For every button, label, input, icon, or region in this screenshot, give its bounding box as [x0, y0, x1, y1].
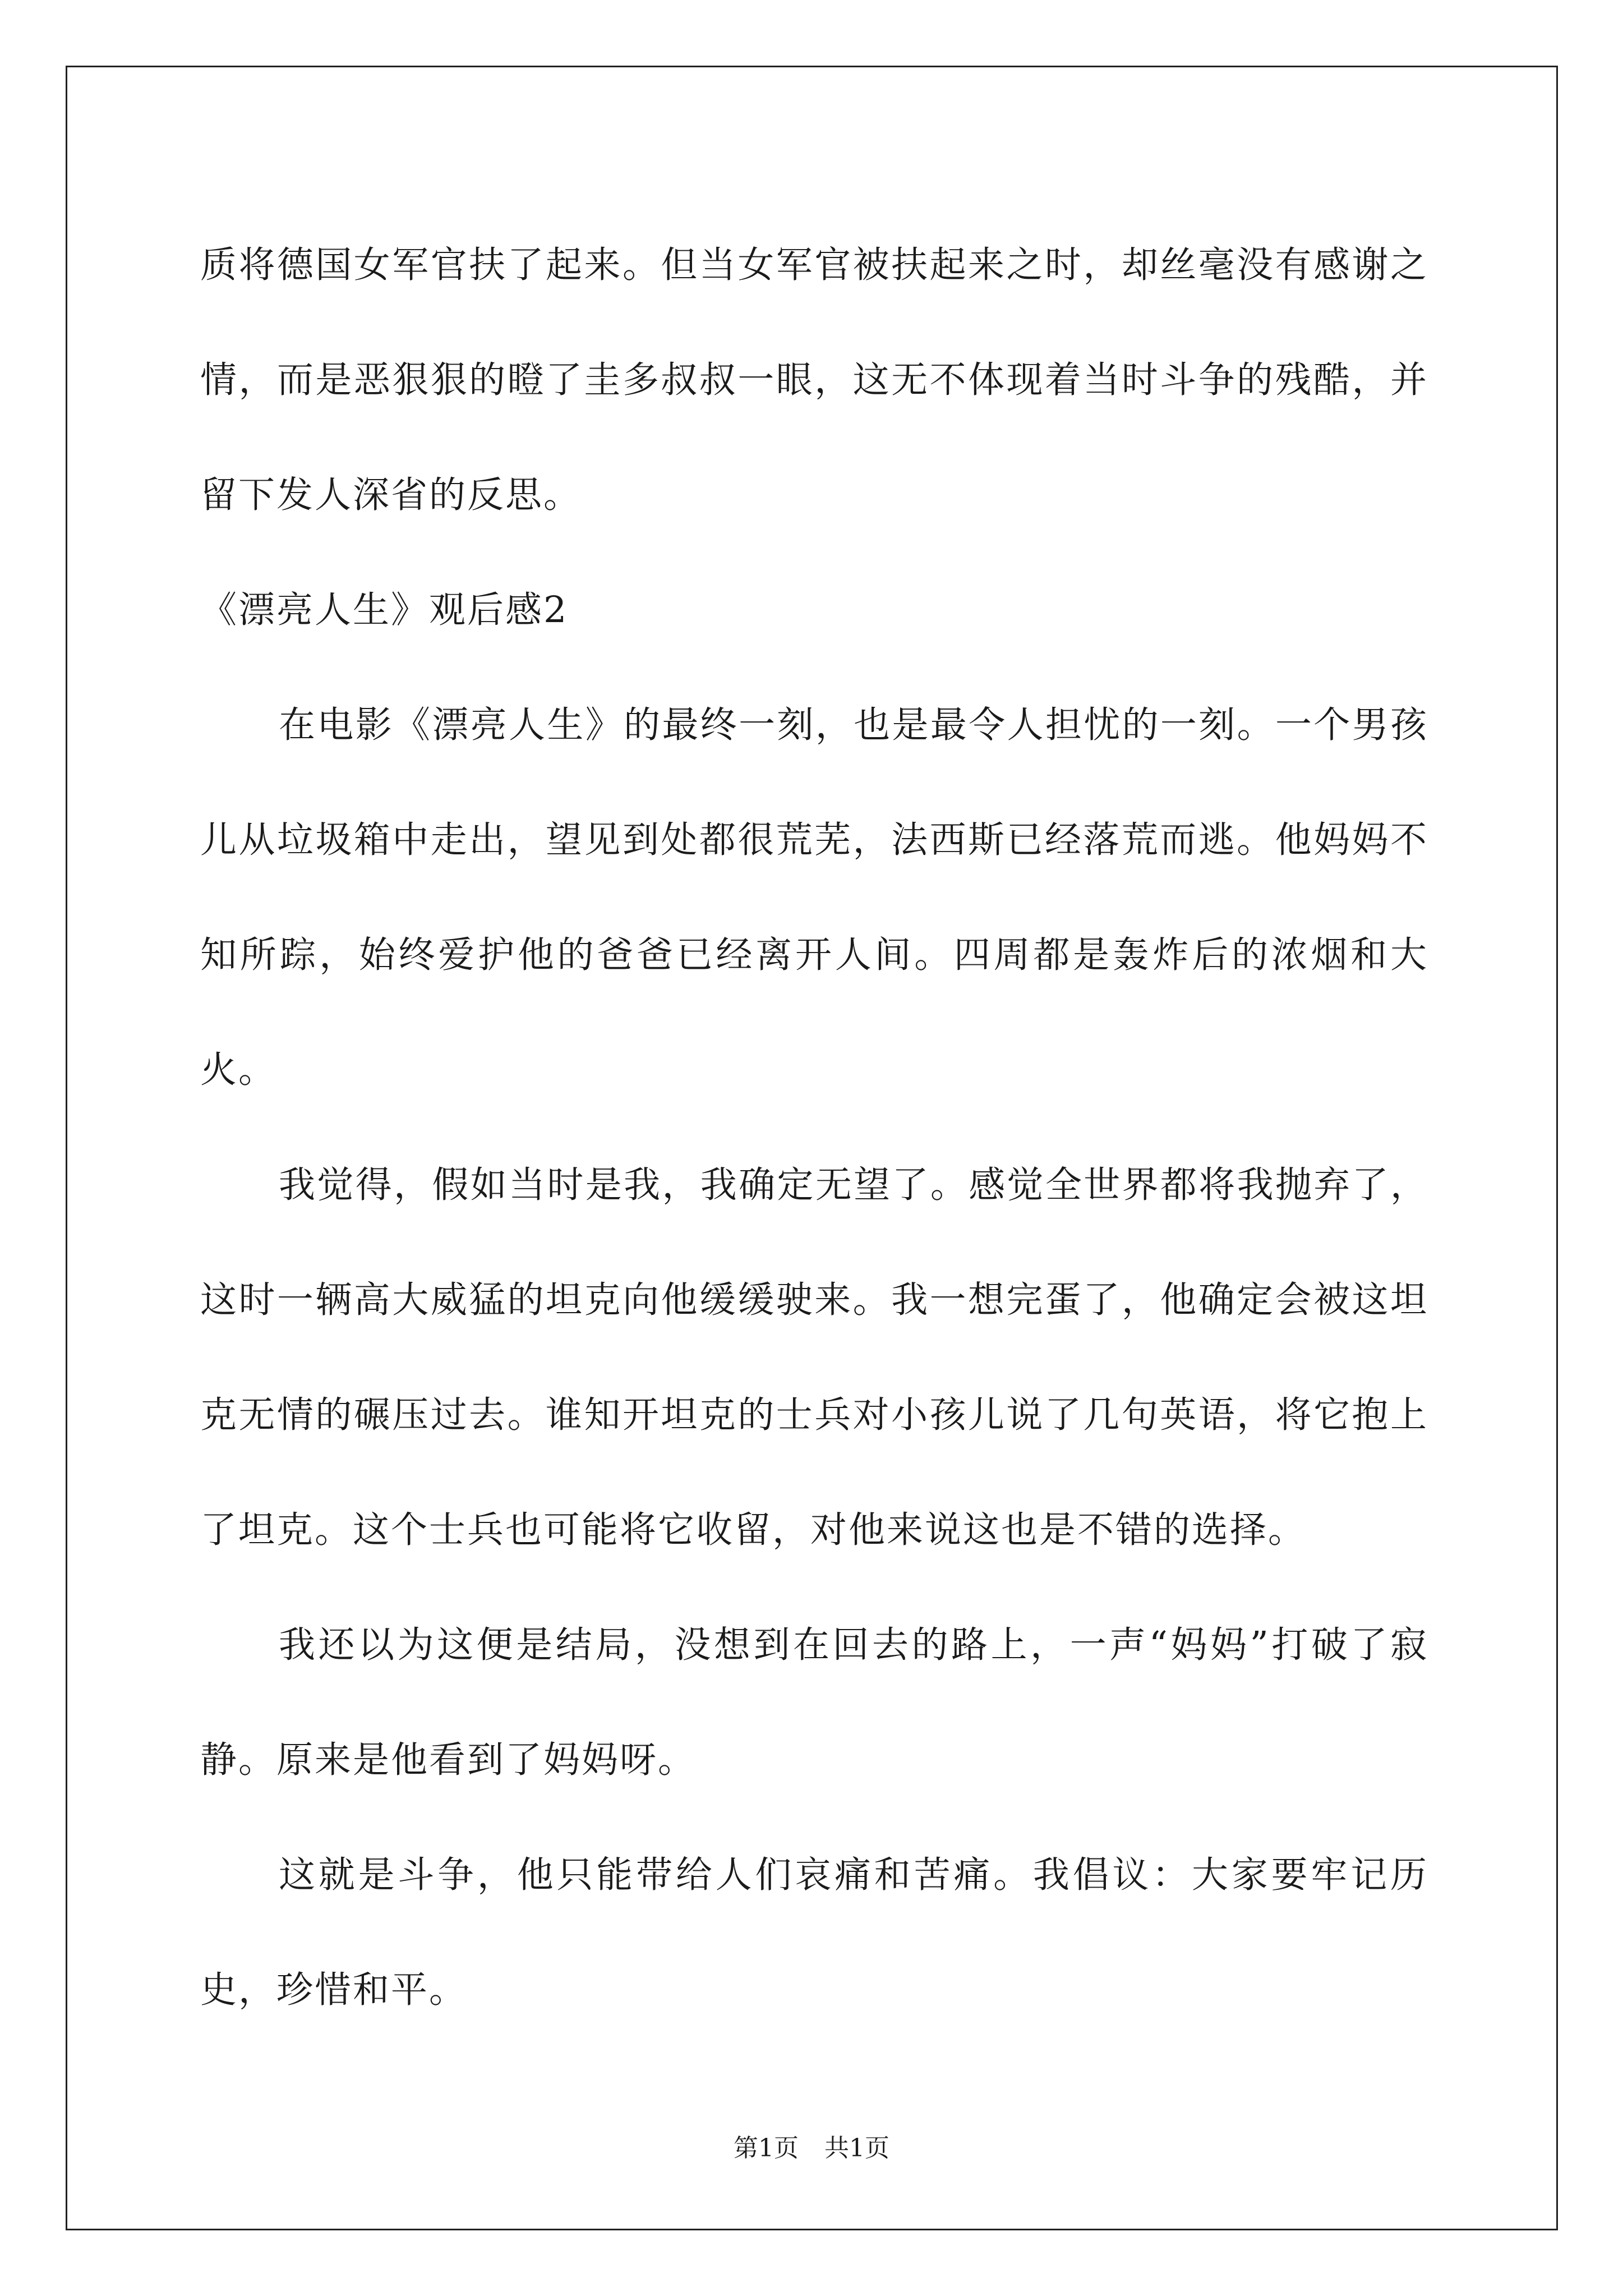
paragraph: 我觉得，假如当时是我，我确定无望了。感觉全世界都将我抛弃了，这时一辆高大威猛的坦克向他缓缓驶来。我一想完蛋了，他确定会被这坦克无情的碾压过去。谁知开坦克的士兵对小孩儿说了几句英语，将它抱上了坦克。这个士兵也可能将它收留，对他来说这也是不错的选择。	[200, 1164, 1428, 1551]
paragraph-continued: 质将德国女军官扶了起来。但当女军官被扶起来之时，却丝毫没有感谢之情，而是恶狠狠的瞪了圭多叔叔一眼，这无不体现着当时斗争的残酷，并留下发人深省的反思。	[200, 244, 1428, 516]
page-number: 第1页	[734, 2134, 799, 2162]
section-title: 《漂亮人生》观后感2	[200, 589, 569, 631]
paragraph: 这就是斗争，他只能带给人们哀痛和苦痛。我倡议：大家要牢记历史，珍惜和平。	[200, 1854, 1428, 2011]
document-body	[200, 208, 1428, 2047]
paragraph: 我还以为这便是结局，没想到在回去的路上，一声“妈妈”打破了寂静。原来是他看到了妈妈呀。	[200, 1624, 1428, 1781]
paragraph: 在电影《漂亮人生》的最终一刻，也是最令人担忧的一刻。一个男孩儿从垃圾箱中走出，望见到处都很荒芜，法西斯已经落荒而逃。他妈妈不知所踪，始终爱护他的爸爸已经离开人间。四周都是轰炸后的浓烟和大火。	[200, 704, 1428, 1091]
page-total: 共1页	[824, 2134, 889, 2162]
page-footer	[0, 2132, 1623, 2165]
